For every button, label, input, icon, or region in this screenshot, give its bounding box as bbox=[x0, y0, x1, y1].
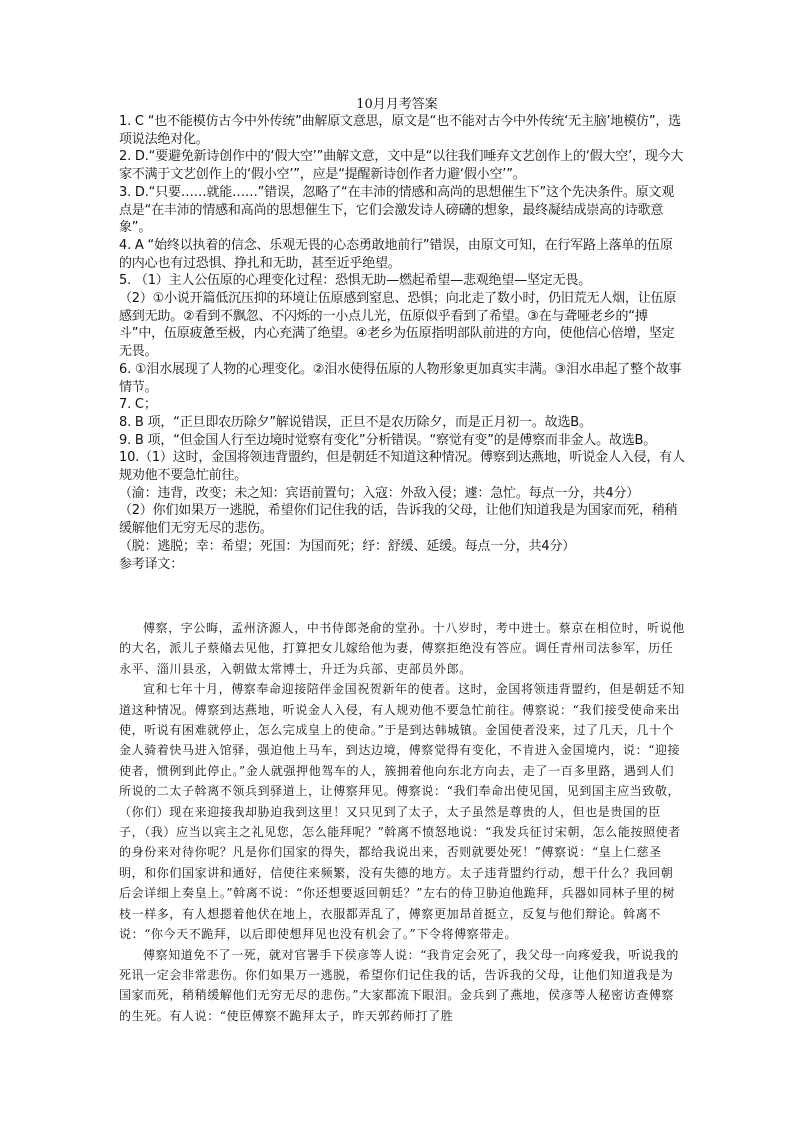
answer-item-9: 9. B 项，“但金国人行至边境时觉察有变化”分析错误。“察觉有变”的是傅察而非金人。故选B。 bbox=[119, 432, 657, 448]
answer-item-10-2: （2）你们如果万一逃脱，希望你们记住我的话，告诉我的父母，让他们知道我是为国家而死，稍稍缓解他们无穷无尽的悲伤。 bbox=[119, 503, 678, 537]
answer-item-10-1-note: （渝：违背，改变；未之知：宾语前置句；入寇：外敌入侵；遽：急忙。每点一分，共4分） bbox=[119, 485, 640, 501]
answer-item-10-1: 10.（1）这时，金国将领违背盟约，但是朝廷不知道这种情况。傅察到达燕地，听说金人入侵，有人规劝他不要急忙前往。 bbox=[119, 450, 685, 484]
page-title: 10月月考答案 bbox=[356, 97, 438, 112]
answer-item-2: 2. D.“要避免新诗创作中的‘假大空’”曲解文意，文中是“以往我们唾弃文艺创作上的‘假大空’，现今大家不满于文艺创作上的‘假小空’”，应是“提醒新诗创作者力避‘假小空’”。 bbox=[119, 149, 684, 183]
reference-translation bbox=[119, 618, 685, 1026]
translation-paragraph-1: 傅察，字公晦，孟州济源人，中书侍郎尧俞的堂孙。十八岁时，考中进士。蔡京在相位时，听说他的大名，派儿子蔡翛去见他，打算把女儿嫁给他为妻，傅察拒绝没有答应。调任青州司法参军，历任永平、淄川县丞，入朝做太常博士，升迁为兵部、吏部员外郎。 bbox=[119, 621, 685, 676]
answer-item-1: 1. C “也不能模仿古今中外传统”曲解原文意思，原文是“也不能对古今中外传统‘无主脑’地模仿”，选项说法绝对化。 bbox=[119, 114, 681, 147]
answer-list bbox=[119, 113, 685, 573]
translation-paragraph-3: 傅察知道免不了一死，就对官署手下侯彦等人说：“我肯定会死了，我父母一向疼爱我，听说我的死讯一定会非常悲伤。你们如果万一逃脱，希望你们记住我的话，告诉我的父母，让他们知道我是为国家而死，稍稍缓解他们无穷无尽的悲伤。”大家都流下眼泪。金兵到了燕地，侯彦等人秘密访查傅察的生死。有人说：“使臣傅察不跪拜太子，昨天郭药师打了胜 bbox=[119, 947, 679, 1023]
answer-item-5-1: 5. （1）主人公伍原的心理变化过程：恐惧无助—燃起希望—悲观绝望—坚定无畏。 bbox=[119, 273, 592, 289]
answer-item-6: 6. ①泪水展现了人物的心理变化。②泪水使得伍原的人物形象更加真实丰满。③泪水串起了整个故事情节。 bbox=[119, 361, 682, 395]
answer-item-8: 8. B 项，“正旦即农历除夕”解说错误，正旦不是农历除夕，而是正月初一。故选B。 bbox=[119, 414, 592, 430]
answer-item-4: 4. A “始终以执着的信念、乐观无畏的心态勇敢地前行”错误，由原文可知，在行军路上落单的伍原的内心也有过恐惧、挣扎和无助，甚至近乎绝望。 bbox=[119, 237, 673, 271]
translation-heading: 参考译文： bbox=[119, 556, 184, 572]
translation-paragraph-2: 宣和七年十月，傅察奉命迎接陪伴金国祝贺新年的使者。这时，金国将领违背盟约，但是朝廷不知道这种情况。傅察到达燕地，听说金人入侵，有人规劝他不要急忙前往。傅察说：“我们接受使命来出使，听说有困难就停止，怎么完成皇上的使命。”于是到达韩城镇。金国使者没来，过了几天，几十个金人骑着快马进入馆驿，强迫他上马车，到达边境，傅察觉得有变化，不肯进入金国境内，说：“迎接使者，惯例到此停止。”金人就强押他驾车的人，簇拥着他向东北方向去，走了一百多里路，遇到人们所说的二太子斡离不领兵到驿道上，让傅察拜见。傅察说：“我们奉命出使见国，见到国主应当致敬，（你们）现在来迎接我却胁迫我到这里！又只见到了太子，太子虽然是尊贵的人，但也是贵国的臣子，（我）应当以宾主之礼见您，怎么能拜呢？”斡离不愤怒地说：“我发兵征讨宋朝，怎么能按照使者的身份来对待你呢？凡是你们国家的得失，都给我说出来，否则就要处死！”傅察说：“皇上仁慈圣明，和你们国家讲和通好，信使往来频繁，没有失德的地方。太子违背盟约行动，想干什么？我回朝后会详细上奏皇上。”斡离不说：“你还想要返回朝廷？”左右的侍卫胁迫他跪拜，兵器如同林子里的树枝一样多，有人想摁着他伏在地上，衣服都弄乱了，傅察更加昂首挺立，反复与他们辩论。斡离不说：“你今天不跪拜，以后即使想拜见也没有机会了。”下令将傅察带走。 bbox=[119, 682, 685, 942]
answer-item-3: 3. D.“只要……就能……”错误，忽略了“在丰沛的情感和高尚的思想催生下”这个先决条件。原文观点是“在丰沛的情感和高尚的思想催生下，它们会激发诗人磅礴的想象，最终凝结成崇高的诗歌意象”。 bbox=[119, 184, 675, 236]
answer-item-5-2: （2）①小说开篇低沉压抑的环境让伍原感到窒息、恐惧；向北走了数小时，仍旧荒无人烟，让伍原感到无助。②看到不飘忽、不闪烁的一小点儿光，伍原似乎看到了希望。③在与聋哑老乡的“搏斗”中，伍原疲惫至极，内心充满了绝望。④老乡为伍原指明部队前进的方向，使他信心倍增，坚定无畏。 bbox=[119, 291, 677, 360]
answer-item-10-2-note: （脱：逃脱；幸：希望；死国：为国而死；纾：舒缓、延缓。每点一分，共4分） bbox=[119, 538, 576, 554]
answer-item-7: 7. C； bbox=[119, 397, 157, 413]
